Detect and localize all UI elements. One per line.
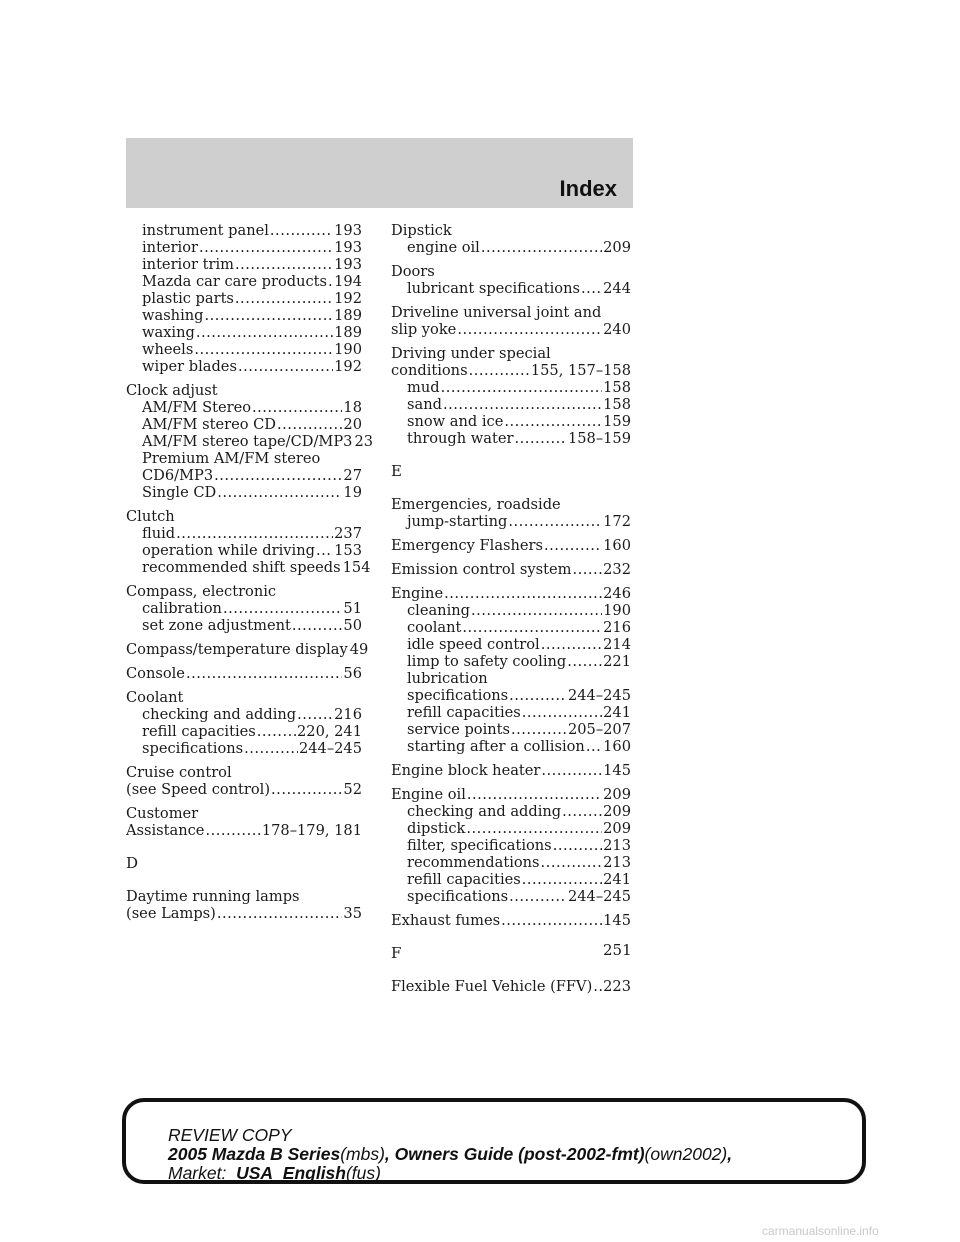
dot-leader xyxy=(581,280,602,297)
index-subentry xyxy=(391,239,631,256)
dot-leader xyxy=(541,854,603,871)
index-term xyxy=(391,222,631,239)
dot-leader xyxy=(176,525,333,542)
index-term-text: Clutch xyxy=(126,508,175,525)
index-term-text: Single CD xyxy=(142,484,217,501)
index-page-ref: 240 xyxy=(603,321,631,338)
index-entry xyxy=(391,585,631,755)
index-term-text: starting after a collision xyxy=(407,738,585,755)
index-term-text: Cruise control xyxy=(126,764,232,781)
index-page-ref: 160 xyxy=(603,537,631,554)
index-subentry xyxy=(126,467,362,484)
index-term-text: recommendations xyxy=(407,854,540,871)
index-subentry xyxy=(391,687,631,704)
dot-leader xyxy=(467,786,602,803)
index-subentry xyxy=(391,670,631,687)
index-entry xyxy=(391,222,631,256)
index-page-ref: 178–179, 181 xyxy=(261,822,362,839)
index-term-text: cleaning xyxy=(407,602,470,619)
index-letter-heading: E xyxy=(391,462,402,480)
index-column-right xyxy=(391,222,631,1002)
index-term-text: slip yoke xyxy=(391,321,457,338)
index-page-ref: 244–245 xyxy=(567,687,631,704)
dot-leader xyxy=(572,561,602,578)
index-term-text: lubricant specifications xyxy=(407,280,580,297)
index-page-ref: 19 xyxy=(343,484,362,501)
dot-leader xyxy=(235,290,333,307)
dot-leader xyxy=(593,978,602,995)
index-term xyxy=(126,888,362,905)
index-subentry xyxy=(391,280,631,297)
dot-leader xyxy=(469,362,530,379)
index-subentry xyxy=(391,513,631,530)
index-entry xyxy=(126,583,362,634)
index-page-ref: 244–245 xyxy=(298,740,362,757)
index-entry xyxy=(126,764,362,798)
page-number: 251 xyxy=(603,941,632,959)
index-entry xyxy=(391,786,631,905)
index-term-text: operation while driving xyxy=(142,542,315,559)
index-subentry xyxy=(391,379,631,396)
index-term xyxy=(126,805,362,822)
index-term-text: service points xyxy=(407,721,511,738)
index-term-text: Dipstick xyxy=(391,222,452,239)
index-term xyxy=(126,382,362,399)
index-term xyxy=(126,689,362,706)
index-term-text: Engine xyxy=(391,585,444,602)
index-page-ref: 154 xyxy=(342,559,371,576)
index-entry xyxy=(126,641,369,658)
footer-guide-code: (own2002) xyxy=(644,1144,728,1164)
index-page-ref: 23 xyxy=(354,433,374,450)
index-term-text: set zone adjustment xyxy=(142,617,291,634)
index-page-ref: 213 xyxy=(603,854,631,871)
dot-leader xyxy=(223,600,342,617)
dot-leader xyxy=(553,837,602,854)
index-entry xyxy=(391,978,631,995)
index-term-text: checking and adding xyxy=(142,706,297,723)
index-subentry xyxy=(391,430,631,447)
dot-leader xyxy=(501,912,602,929)
footer-line-2: 2005 Mazda B Series(mbs), Owners Guide (post-2002-fmt)(own2002), xyxy=(168,1144,733,1164)
index-term-text: Mazda car care products xyxy=(142,273,328,290)
index-page-ref: 221 xyxy=(603,653,631,670)
index-entry xyxy=(391,561,631,578)
dot-leader xyxy=(270,222,333,239)
footer-model: 2005 Mazda B Series xyxy=(168,1144,341,1164)
index-subentry xyxy=(391,803,631,820)
index-entry xyxy=(126,222,362,375)
dot-leader xyxy=(217,905,343,922)
index-term-text: waxing xyxy=(142,324,195,341)
footer-guide: Owners Guide (post-2002-fmt) xyxy=(394,1144,645,1164)
index-term-text: AM/FM Stereo xyxy=(142,399,252,416)
index-page-ref: 145 xyxy=(603,762,631,779)
index-entry xyxy=(126,508,371,576)
index-term xyxy=(391,786,631,803)
index-subentry xyxy=(391,653,631,670)
index-page-ref: 20 xyxy=(343,416,362,433)
index-term-text: refill capacities xyxy=(407,871,521,888)
index-entry xyxy=(391,762,631,779)
index-term xyxy=(391,345,631,362)
index-term xyxy=(126,583,362,600)
footer-model-code: (mbs) xyxy=(340,1144,385,1164)
index-page-ref: 50 xyxy=(343,617,362,634)
dot-leader xyxy=(508,513,602,530)
index-page-ref: 209 xyxy=(603,803,631,820)
dot-leader xyxy=(194,341,333,358)
index-term-text: Customer xyxy=(126,805,199,822)
dot-leader xyxy=(297,706,333,723)
dot-leader xyxy=(277,416,342,433)
index-term-text: Flexible Fuel Vehicle (FFV) xyxy=(391,978,593,995)
index-term-text: conditions xyxy=(391,362,468,379)
index-entry xyxy=(391,537,631,554)
index-entry xyxy=(126,689,362,757)
dot-leader xyxy=(196,324,333,341)
index-term-text: checking and adding xyxy=(407,803,562,820)
dot-leader xyxy=(244,740,298,757)
index-term-text: sand xyxy=(407,396,442,413)
index-subentry xyxy=(391,837,631,854)
index-subentry xyxy=(126,290,362,307)
index-subentry xyxy=(126,239,362,256)
section-header-bar xyxy=(126,138,633,208)
index-term-text: Emission control system xyxy=(391,561,572,578)
index-subentry xyxy=(126,399,362,416)
index-subentry xyxy=(126,433,374,450)
index-subentry xyxy=(126,706,362,723)
index-term-text: specifications xyxy=(142,740,244,757)
index-term-text: instrument panel xyxy=(142,222,269,239)
index-page-ref: 216 xyxy=(603,619,631,636)
index-page-ref: 216 xyxy=(334,706,362,723)
index-term-text: coolant xyxy=(407,619,462,636)
index-page-ref: 193 xyxy=(334,239,362,256)
index-subentry xyxy=(126,542,362,559)
index-term-text: recommended shift speeds xyxy=(142,559,341,576)
index-page-ref: 209 xyxy=(603,239,631,256)
dot-leader xyxy=(481,239,602,256)
index-subentry xyxy=(126,484,362,501)
index-term-text: limp to safety cooling xyxy=(407,653,567,670)
index-page-ref: 158–159 xyxy=(567,430,631,447)
index-page-ref: 192 xyxy=(334,290,362,307)
index-term-text: Engine oil xyxy=(391,786,466,803)
index-entry xyxy=(126,805,362,839)
footer-market-label: Market: xyxy=(168,1163,227,1183)
index-term-text: (see Speed control) xyxy=(126,781,271,798)
dot-leader xyxy=(214,467,342,484)
dot-leader xyxy=(186,665,342,682)
index-term-text: jump-starting xyxy=(407,513,508,530)
index-term-text: plastic parts xyxy=(142,290,234,307)
index-page-ref: 223 xyxy=(603,978,631,995)
index-subentry xyxy=(391,636,631,653)
index-term-text: specifications xyxy=(407,888,509,905)
index-subentry xyxy=(391,854,631,871)
index-term xyxy=(126,822,362,839)
index-term-text: Compass, electronic xyxy=(126,583,277,600)
dot-leader xyxy=(562,803,602,820)
index-page-ref: 189 xyxy=(334,307,362,324)
index-subentry xyxy=(126,256,362,273)
dot-leader xyxy=(466,820,602,837)
dot-leader xyxy=(511,721,567,738)
index-page-ref: 192 xyxy=(334,358,362,375)
index-term-text: Coolant xyxy=(126,689,184,706)
dot-leader xyxy=(541,762,602,779)
index-term xyxy=(126,508,362,525)
section-title: Index xyxy=(559,176,617,201)
index-term-text: Doors xyxy=(391,263,435,280)
dot-leader xyxy=(514,430,567,447)
footer-market-code: (fus) xyxy=(345,1163,381,1183)
index-page-ref: 49 xyxy=(349,641,369,658)
dot-leader xyxy=(443,396,602,413)
index-subentry xyxy=(126,525,362,542)
index-term-text: engine oil xyxy=(407,239,480,256)
dot-leader xyxy=(316,542,333,559)
dot-leader xyxy=(441,379,603,396)
index-page-ref: 153 xyxy=(334,542,362,559)
index-page-ref: 158 xyxy=(603,396,631,413)
index-page-ref: 52 xyxy=(343,781,362,798)
index-subentry xyxy=(126,559,371,576)
dot-leader xyxy=(457,321,602,338)
index-term-text: interior trim xyxy=(142,256,234,273)
dot-leader xyxy=(444,585,602,602)
index-subentry xyxy=(391,602,631,619)
index-term-text: mud xyxy=(407,379,440,396)
index-column-left xyxy=(126,222,374,929)
index-term xyxy=(391,561,631,578)
index-entry xyxy=(391,263,631,297)
index-term-text: wheels xyxy=(142,341,194,358)
index-entry xyxy=(391,912,631,929)
index-subentry xyxy=(391,704,631,721)
index-term-text: wiper blades xyxy=(142,358,237,375)
index-subentry xyxy=(391,871,631,888)
index-entry xyxy=(391,496,631,530)
index-page-ref: 145 xyxy=(603,912,631,929)
index-term-text: idle speed control xyxy=(407,636,540,653)
index-subentry xyxy=(391,820,631,837)
index-entry xyxy=(391,304,631,338)
index-term-text: AM/FM stereo tape/CD/MP3 xyxy=(142,433,353,450)
index-term xyxy=(391,362,631,379)
dot-leader xyxy=(509,687,567,704)
index-term-text: snow and ice xyxy=(407,413,504,430)
index-page-ref: 213 xyxy=(603,837,631,854)
index-page-ref: 155, 157–158 xyxy=(530,362,631,379)
index-entry xyxy=(391,345,631,447)
index-term-text: specifications xyxy=(407,687,509,704)
index-page-ref: 56 xyxy=(343,665,362,682)
index-subentry xyxy=(391,619,631,636)
watermark-link[interactable]: carmanualsonline.info xyxy=(762,1224,879,1238)
index-term-text: refill capacities xyxy=(407,704,521,721)
index-term-text: (see Lamps) xyxy=(126,905,216,922)
index-page-ref: 190 xyxy=(334,341,362,358)
index-entry xyxy=(126,888,362,922)
index-page-ref: 160 xyxy=(603,738,631,755)
dot-leader xyxy=(328,273,333,290)
index-page-ref: 27 xyxy=(343,467,362,484)
index-term-text: Console xyxy=(126,665,185,682)
index-subentry xyxy=(391,738,631,755)
index-term xyxy=(391,762,631,779)
index-entry xyxy=(126,665,362,682)
index-page-ref: 244–245 xyxy=(567,888,631,905)
index-term xyxy=(391,304,631,321)
index-term xyxy=(391,263,631,280)
index-term-text: through water xyxy=(407,430,514,447)
index-page-ref: 241 xyxy=(603,704,631,721)
index-entry xyxy=(126,382,374,501)
dot-leader xyxy=(504,413,602,430)
index-subentry xyxy=(126,222,362,239)
index-term xyxy=(391,537,631,554)
index-subentry xyxy=(126,416,362,433)
index-page-ref: 232 xyxy=(603,561,631,578)
index-term xyxy=(126,665,362,682)
index-term-text: Exhaust fumes xyxy=(391,912,501,929)
index-term-text: Engine block heater xyxy=(391,762,541,779)
index-term-text: AM/FM stereo CD xyxy=(142,416,277,433)
index-page-ref: 35 xyxy=(343,905,362,922)
index-page-ref: 193 xyxy=(334,222,362,239)
index-page-ref: 241 xyxy=(603,871,631,888)
index-subentry xyxy=(126,324,362,341)
index-page-ref: 246 xyxy=(603,585,631,602)
index-term xyxy=(126,764,362,781)
index-term xyxy=(391,978,631,995)
dot-leader xyxy=(567,653,602,670)
index-term-text: Daytime running lamps xyxy=(126,888,300,905)
dot-leader xyxy=(292,617,343,634)
footer-text xyxy=(168,1126,732,1183)
dot-leader xyxy=(257,723,296,740)
index-subentry xyxy=(126,450,362,467)
dot-leader xyxy=(462,619,602,636)
footer-market: USA_English xyxy=(236,1163,346,1183)
index-subentry xyxy=(126,358,362,375)
footer-line-3 xyxy=(168,1164,732,1183)
index-letter-heading: D xyxy=(126,854,139,872)
index-subentry xyxy=(391,413,631,430)
index-subentry xyxy=(126,723,362,740)
index-term-text: Clock adjust xyxy=(126,382,218,399)
dot-leader xyxy=(205,307,334,324)
index-page-ref: 205–207 xyxy=(567,721,631,738)
index-page-ref: 18 xyxy=(343,399,362,416)
index-term-text: lubrication xyxy=(407,670,488,687)
index-term-text: Emergencies, roadside xyxy=(391,496,561,513)
index-page-ref: 172 xyxy=(603,513,631,530)
index-term-text: interior xyxy=(142,239,198,256)
dot-leader xyxy=(522,871,602,888)
index-term-text: Emergency Flashers xyxy=(391,537,544,554)
index-subentry xyxy=(391,721,631,738)
dot-leader xyxy=(271,781,342,798)
index-term xyxy=(391,912,631,929)
index-page-ref: 51 xyxy=(343,600,362,617)
index-term-text: Premium AM/FM stereo xyxy=(142,450,321,467)
dot-leader xyxy=(235,256,333,273)
index-subentry xyxy=(126,617,362,634)
index-term-text: washing xyxy=(142,307,204,324)
index-page-ref: 244 xyxy=(603,280,631,297)
dot-leader xyxy=(522,704,602,721)
dot-leader xyxy=(541,636,602,653)
dot-leader xyxy=(199,239,333,256)
index-subentry xyxy=(126,600,362,617)
dot-leader xyxy=(238,358,333,375)
dot-leader xyxy=(205,822,260,839)
index-term-text: CD6/MP3 xyxy=(142,467,214,484)
index-page-ref: 220, 241 xyxy=(297,723,362,740)
dot-leader xyxy=(544,537,602,554)
index-subentry xyxy=(126,740,362,757)
index-subentry xyxy=(126,341,362,358)
footer-line-1: REVIEW COPY xyxy=(168,1125,292,1145)
dot-leader xyxy=(252,399,342,416)
index-page-ref: 189 xyxy=(334,324,362,341)
index-term-text: refill capacities xyxy=(142,723,256,740)
index-term xyxy=(391,585,631,602)
index-page-ref: 237 xyxy=(334,525,362,542)
index-term-text: fluid xyxy=(142,525,176,542)
dot-leader xyxy=(509,888,567,905)
index-term-text: filter, specifications xyxy=(407,837,552,854)
index-term xyxy=(126,781,362,798)
index-page-ref: 194 xyxy=(334,273,362,290)
review-copy-footer xyxy=(122,1098,866,1184)
index-term xyxy=(391,496,631,513)
index-term xyxy=(126,641,369,658)
index-term xyxy=(126,905,362,922)
index-subentry xyxy=(391,888,631,905)
index-page-ref: 190 xyxy=(603,602,631,619)
index-page-ref: 158 xyxy=(603,379,631,396)
index-page-ref: 159 xyxy=(603,413,631,430)
index-page-ref: 209 xyxy=(603,786,631,803)
index-page-ref: 193 xyxy=(334,256,362,273)
index-letter-heading: F xyxy=(391,944,402,962)
index-term-text: Driveline universal joint and xyxy=(391,304,602,321)
index-term-text: calibration xyxy=(142,600,222,617)
index-term-text: dipstick xyxy=(407,820,466,837)
index-term xyxy=(391,321,631,338)
index-term-text: Assistance xyxy=(126,822,205,839)
dot-leader xyxy=(471,602,602,619)
dot-leader xyxy=(586,738,602,755)
index-page-ref: 209 xyxy=(603,820,631,837)
index-term-text: Driving under special xyxy=(391,345,551,362)
dot-leader xyxy=(217,484,342,501)
index-subentry xyxy=(126,307,362,324)
index-page-ref: 214 xyxy=(603,636,631,653)
index-subentry xyxy=(391,396,631,413)
index-subentry xyxy=(126,273,362,290)
index-term-text: Compass/temperature display xyxy=(126,641,348,658)
